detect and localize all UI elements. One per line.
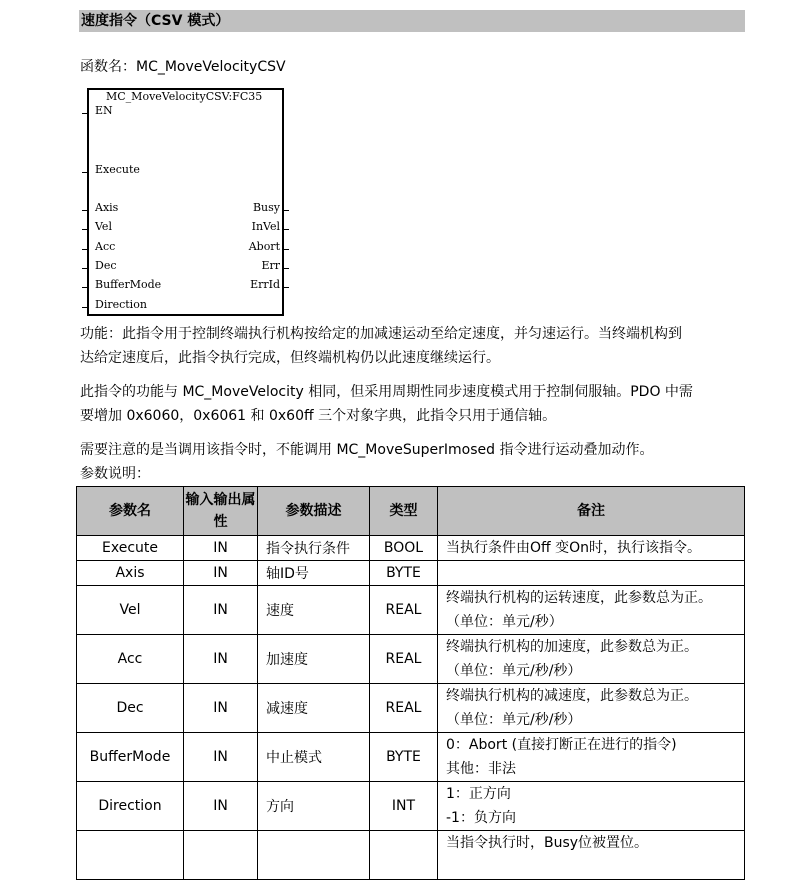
cell-name: Axis [77, 561, 184, 586]
fb-pin-line [82, 210, 88, 211]
cell-type: BOOL [370, 536, 438, 561]
note-line: -1：负方向 [446, 810, 516, 826]
table-row [77, 684, 745, 733]
fb-input-en: EN [95, 104, 113, 117]
cell-desc: 中止模式 [258, 733, 370, 782]
fb-title: MC_MoveVelocityCSV:FC35 [106, 90, 263, 103]
fb-pin-line [82, 229, 88, 230]
header-desc: 参数描述 [258, 487, 370, 536]
fb-pin-line [82, 113, 88, 114]
fb-pin-line [283, 249, 289, 250]
cell-note [438, 536, 745, 561]
cell-type: INT [370, 782, 438, 831]
fb-input-axis: Axis [95, 201, 119, 214]
fb-output-errid: ErrId [250, 278, 280, 291]
note-line: 1：正方向 [446, 786, 511, 802]
cell-name [77, 831, 184, 880]
note-line: 终端执行机构的减速度，此参数总为正。 [446, 688, 698, 704]
fb-input-vel: Vel [95, 220, 112, 233]
cell-name: Vel [77, 586, 184, 635]
cell-note [438, 733, 745, 782]
cell-name: BufferMode [77, 733, 184, 782]
cell-io: IN [184, 561, 258, 586]
fb-output-err: Err [261, 259, 280, 272]
note-line: （单位：单元/秒） [446, 614, 563, 630]
cell-io: IN [184, 635, 258, 684]
cell-note [438, 586, 745, 635]
cell-type: REAL [370, 586, 438, 635]
fb-pin-line [82, 268, 88, 269]
table-row [77, 733, 745, 782]
cell-desc: 轴ID号 [258, 561, 370, 586]
cell-note [438, 831, 745, 880]
table-header-row [77, 487, 745, 536]
cell-name: Dec [77, 684, 184, 733]
cell-note [438, 684, 745, 733]
cell-io: IN [184, 733, 258, 782]
fb-output-abort: Abort [248, 240, 280, 253]
fb-output-invel: InVel [251, 220, 280, 233]
cell-note [438, 782, 745, 831]
fb-pin-line [283, 287, 289, 288]
cell-desc: 速度 [258, 586, 370, 635]
paragraph-note: 需要注意的是当调用该指令时，不能调用 MC_MoveSuperImosed 指令进行运动叠加动作。 [80, 442, 654, 458]
paragraph-line: 此指令的功能与 MC_MoveVelocity 相同，但采用周期性同步速度模式用于控制伺服轴。PDO 中需 [80, 384, 693, 400]
function-block-diagram [87, 88, 284, 316]
paragraph-line: 达给定速度后，此指令执行完成，但终端机构仍以此速度继续运行。 [80, 350, 500, 366]
fb-pin-line [82, 172, 88, 173]
parameter-table [76, 486, 745, 880]
table-row [77, 561, 745, 586]
fb-pin-line [82, 307, 88, 308]
cell-desc: 减速度 [258, 684, 370, 733]
note-line: 当执行条件由Off 变On时，执行该指令。 [446, 540, 702, 556]
paragraph-params-label: 参数说明： [80, 466, 150, 482]
note-line: 0：Abort (直接打断正在进行的指令) [446, 737, 677, 753]
cell-io: IN [184, 586, 258, 635]
header-io: 输入输出属性 [184, 487, 258, 536]
paragraph-function [80, 322, 750, 370]
table-row [77, 586, 745, 635]
function-name-line: 函数名：MC_MoveVelocityCSV [80, 59, 286, 75]
fb-pin-line [82, 287, 88, 288]
cell-name: Direction [77, 782, 184, 831]
paragraph-compare [80, 380, 750, 428]
cell-desc: 加速度 [258, 635, 370, 684]
fb-input-execute: Execute [95, 163, 140, 176]
fb-pin-line [283, 210, 289, 211]
fb-input-buffermode: BufferMode [95, 278, 162, 291]
cell-type: BYTE [370, 733, 438, 782]
cell-name: Execute [77, 536, 184, 561]
fb-pin-line [283, 268, 289, 269]
cell-type [370, 831, 438, 880]
table-row [77, 831, 745, 880]
paragraph-line: 要增加 0x6060，0x6061 和 0x60ff 三个对象字典，此指令只用于通信轴。 [80, 408, 557, 424]
cell-io: IN [184, 684, 258, 733]
fb-input-acc: Acc [95, 240, 116, 253]
fb-input-direction: Direction [95, 298, 147, 311]
cell-desc: 指令执行条件 [258, 536, 370, 561]
cell-desc: 方向 [258, 782, 370, 831]
note-line: （单位：单元/秒/秒） [446, 663, 582, 679]
table-row [77, 635, 745, 684]
header-note: 备注 [438, 487, 745, 536]
cell-io: IN [184, 536, 258, 561]
header-param-name: 参数名 [77, 487, 184, 536]
fb-output-busy: Busy [252, 201, 280, 214]
paragraph-line: 功能：此指令用于控制终端执行机构按给定的加减速运动至给定速度，并匀速运行。当终端机构到 [80, 326, 682, 342]
fb-input-dec: Dec [95, 259, 117, 272]
table-row [77, 536, 745, 561]
note-line: 其他：非法 [446, 761, 516, 777]
fb-pin-line [283, 229, 289, 230]
cell-desc [258, 831, 370, 880]
table-row [77, 782, 745, 831]
cell-name: Acc [77, 635, 184, 684]
cell-note [438, 635, 745, 684]
fb-pin-line [82, 249, 88, 250]
note-line: （单位：单元/秒/秒） [446, 712, 582, 728]
note-line: 终端执行机构的加速度，此参数总为正。 [446, 639, 698, 655]
note-line: 当指令执行时，Busy位被置位。 [446, 835, 649, 851]
cell-type: REAL [370, 684, 438, 733]
cell-note [438, 561, 745, 586]
section-heading: 速度指令（CSV 模式） [79, 10, 745, 32]
cell-io: IN [184, 782, 258, 831]
note-line: 终端执行机构的运转速度，此参数总为正。 [446, 590, 712, 606]
header-type: 类型 [370, 487, 438, 536]
cell-io [184, 831, 258, 880]
cell-type: BYTE [370, 561, 438, 586]
cell-type: REAL [370, 635, 438, 684]
